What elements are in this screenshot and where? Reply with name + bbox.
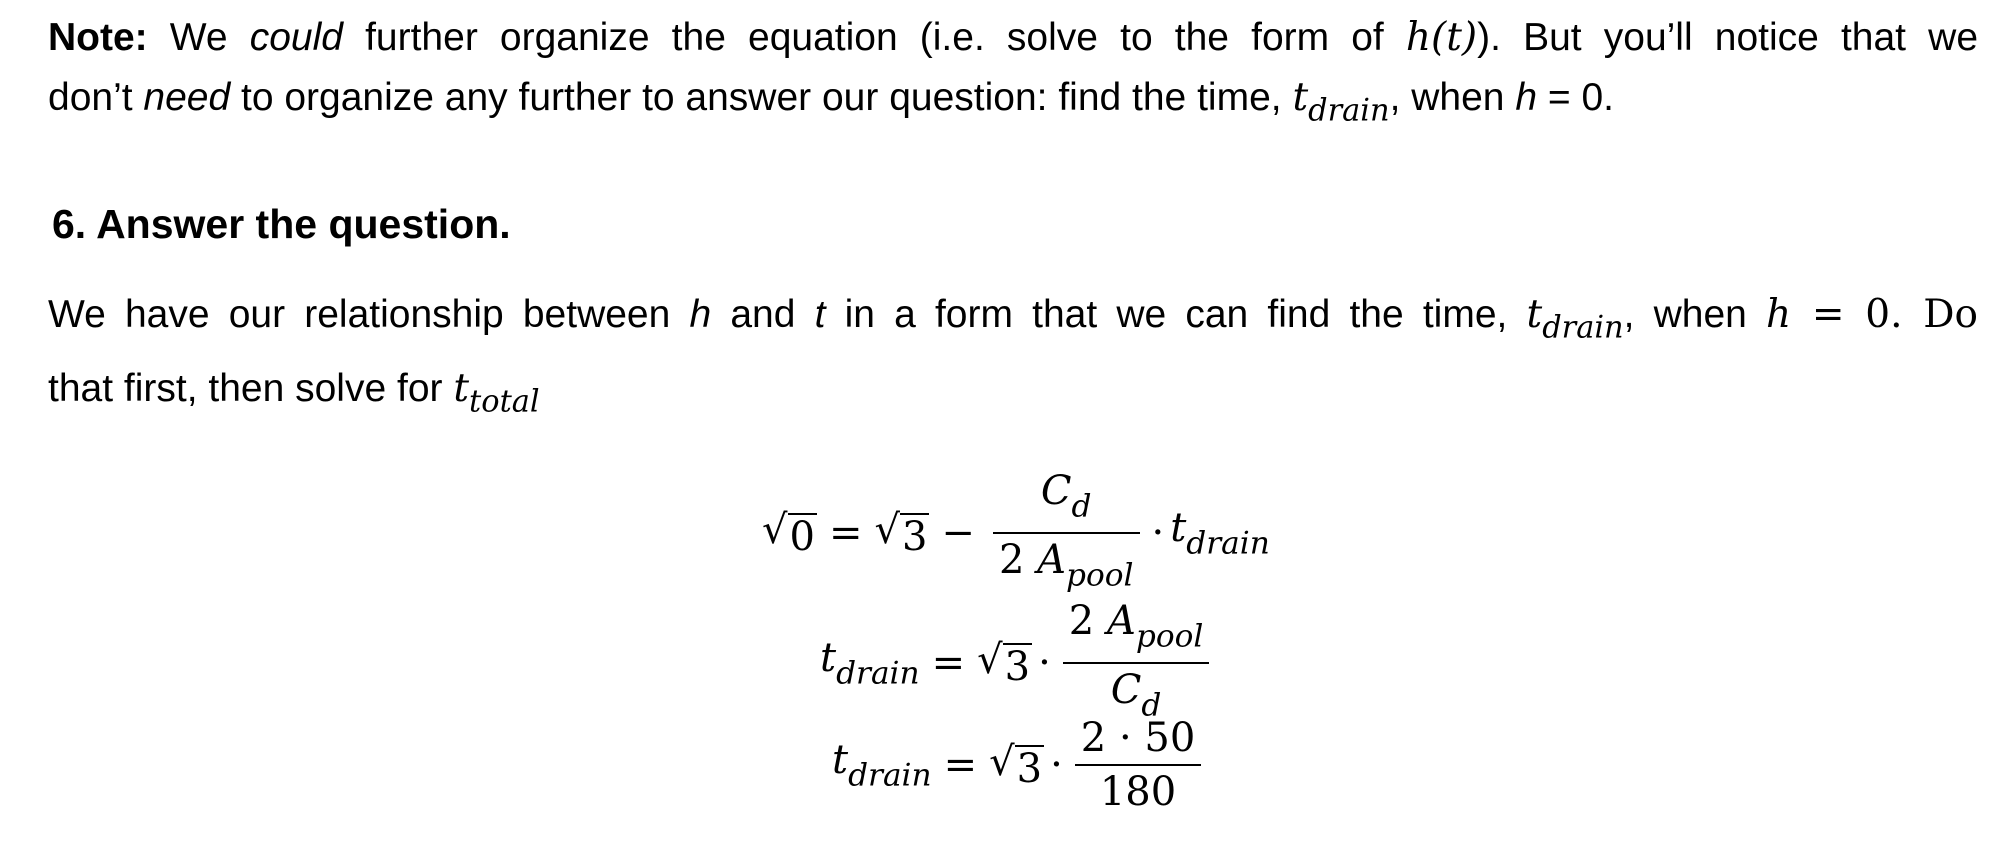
denominator	[993, 534, 1140, 601]
note-text: = 0.	[1537, 76, 1614, 119]
note-emphasis-could: could	[249, 16, 343, 59]
subscript: drain	[836, 655, 920, 692]
note-emphasis-need: need	[143, 76, 231, 119]
answer-line-2	[48, 359, 1978, 433]
t-drain	[1170, 505, 1270, 561]
sqrt-zero	[762, 507, 817, 559]
note-text: , when	[1389, 76, 1516, 119]
sqrt-three	[977, 637, 1032, 689]
math-t: t	[814, 293, 826, 336]
t-drain	[820, 635, 920, 691]
equation-1	[762, 465, 1270, 602]
math-t-drain: t	[1526, 292, 1543, 337]
var-c: C	[1110, 667, 1142, 714]
note-line-1	[48, 8, 1978, 68]
note-label: Note:	[48, 16, 148, 59]
sqrt-symbol: √	[989, 739, 1015, 785]
note-text: further organize the equation (i.e. solve to the form of	[342, 16, 1406, 59]
math-h-of-t: h(t)	[1405, 15, 1478, 60]
dot-operator: ·	[1050, 742, 1063, 788]
answer-text: in a form that we can find the time,	[825, 293, 1527, 336]
t-drain	[832, 737, 932, 793]
answer-text: , when	[1623, 293, 1767, 336]
radicand: 3	[1004, 644, 1031, 691]
sqrt-three	[989, 739, 1044, 791]
sqrt-three	[874, 507, 929, 559]
var-c: C	[1040, 468, 1072, 514]
numerator	[1035, 465, 1098, 532]
subscript: pool	[1066, 557, 1134, 594]
subscript: drain	[848, 757, 932, 794]
answer-text: = 0. Do	[1791, 292, 1978, 337]
note-paragraph	[48, 8, 1978, 142]
equals-sign: =	[828, 510, 863, 557]
sqrt-symbol: √	[977, 637, 1003, 684]
equals-sign: =	[943, 742, 978, 788]
answer-text: and	[711, 293, 815, 336]
note-text: to organize any further to answer our question: find the time,	[230, 76, 1293, 119]
radicand: 3	[901, 514, 928, 561]
math-subscript: drain	[1308, 93, 1390, 129]
var-t: t	[832, 736, 849, 783]
sqrt-symbol: √	[874, 507, 900, 554]
math-t-drain: t	[1292, 75, 1309, 120]
note-text: don’t	[48, 76, 144, 119]
answer-text: that first, then solve for	[48, 366, 454, 410]
math-subscript: total	[469, 384, 540, 420]
numerator: 2 · 50	[1080, 715, 1196, 761]
fraction-100-over-180	[1075, 712, 1202, 818]
var-t: t	[1170, 505, 1187, 552]
subscript: d	[1141, 687, 1162, 724]
subscript: drain	[1186, 525, 1270, 562]
math-h: h	[1766, 292, 1792, 337]
minus-sign: −	[941, 510, 975, 557]
math-h: h	[1515, 76, 1538, 119]
denominator: 180	[1099, 769, 1177, 815]
numerator	[1063, 595, 1210, 662]
equals-sign: =	[931, 640, 966, 687]
var-a: A	[1037, 537, 1066, 584]
answer-paragraph	[48, 285, 1978, 432]
equation-3	[832, 712, 1207, 818]
dot-operator: ·	[1038, 640, 1051, 687]
answer-text: We have our relationship between	[48, 293, 690, 336]
subscript: pool	[1135, 618, 1204, 655]
fraction-cd-over-2apool	[993, 465, 1140, 602]
math-t-total: t	[453, 365, 470, 411]
coefficient: 2	[998, 537, 1038, 584]
note-text: ). But you’ll notice that we	[1477, 16, 1979, 59]
answer-line-1	[48, 285, 1978, 359]
note-text: We	[147, 16, 250, 59]
var-t: t	[820, 635, 837, 682]
dot-operator: ·	[1151, 510, 1165, 557]
radicand: 0	[789, 514, 815, 561]
subscript: d	[1071, 488, 1092, 525]
sqrt-symbol: √	[762, 507, 788, 554]
math-h: h	[689, 293, 712, 336]
math-subscript: drain	[1542, 310, 1624, 346]
section-heading: 6. Answer the question.	[52, 201, 511, 247]
var-a: A	[1106, 598, 1136, 644]
note-line-2	[48, 68, 1978, 142]
radicand: 3	[1016, 746, 1043, 792]
coefficient: 2	[1068, 598, 1107, 644]
